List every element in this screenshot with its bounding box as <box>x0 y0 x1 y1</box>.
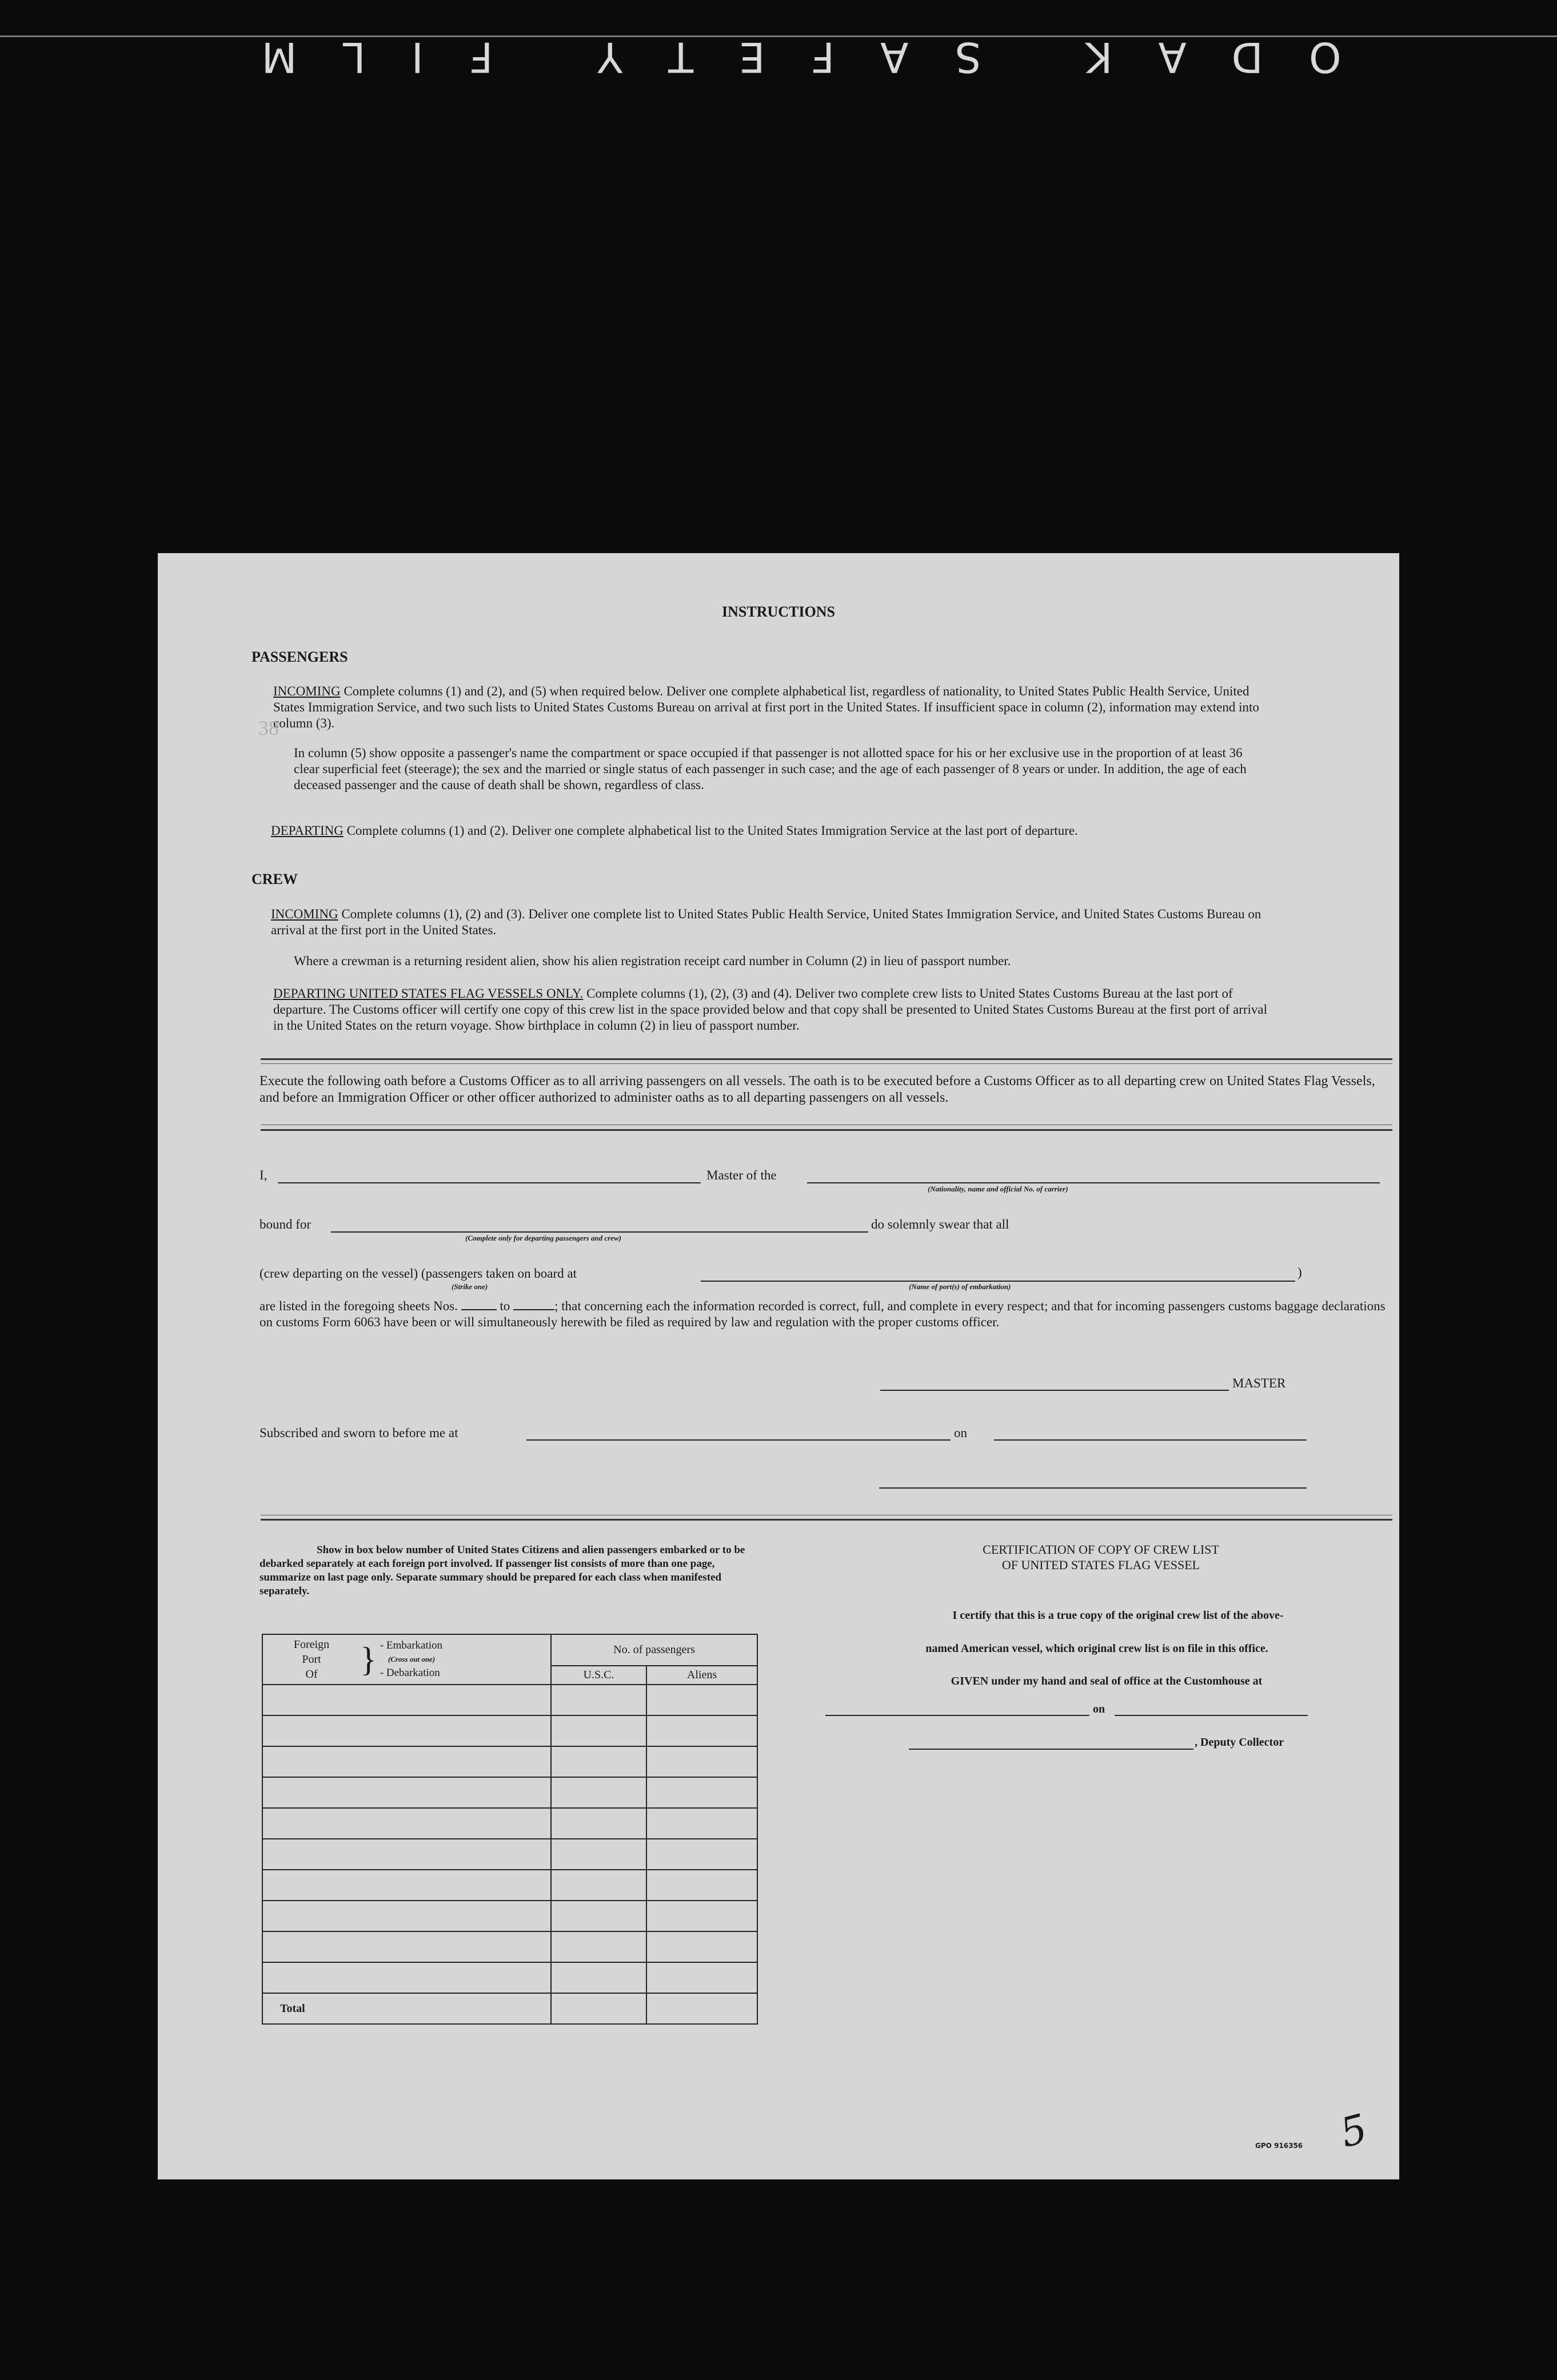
certification-heading-line2: OF UNITED STATES FLAG VESSEL <box>1001 1558 1200 1572</box>
passengers-column-header: No. of passengers <box>551 1634 757 1666</box>
brace-icon: } <box>360 1641 377 1678</box>
usc-cell[interactable] <box>551 1839 646 1870</box>
table-row <box>262 1931 757 1962</box>
sworn-on-label: on <box>954 1426 967 1440</box>
master-label: MASTER <box>1232 1376 1286 1390</box>
aliens-cell[interactable] <box>646 1777 757 1808</box>
destination-field[interactable] <box>331 1231 868 1233</box>
certification-heading <box>878 1542 1324 1573</box>
oath-instructions: Execute the following oath before a Customs Officer as to all arriving passengers on all vessels. The oath is to be executed before a Customs Officer as to all departing crew on United States Flag Vessels, and before an Immigration Officer or other officer authorized to administer oaths as to all departing passengers on all vessels. <box>260 1074 1375 1105</box>
certify-line1: I certify that this is a true copy of the original crew list of the above- <box>952 1609 1284 1622</box>
table-row <box>262 1746 757 1777</box>
passengers-departing-label: DEPARTING <box>271 823 344 838</box>
divider <box>261 1058 1392 1060</box>
passengers-incoming-text: Complete columns (1) and (2), and (5) when required below. Deliver one complete alphabetical list, regardless of nationality, to United States Public Health Service, United States Immigration Service, and two such lists to United States Customs Bureau on arrival at first port in the United States. If insufficient space in column (2), information may extend into column (3). <box>273 684 1259 730</box>
table-total-row <box>262 1993 757 2024</box>
port-cell[interactable] <box>262 1808 551 1839</box>
crew-heading: CREW <box>251 871 298 887</box>
port-cell[interactable] <box>262 1777 551 1808</box>
aliens-cell[interactable] <box>646 1746 757 1777</box>
passengers-departing-text: Complete columns (1) and (2). Deliver one complete alphabetical list to the United States Immigration Service at the last port of departure. <box>346 823 1078 838</box>
passengers-incoming-label: INCOMING <box>273 684 341 698</box>
summary-instructions: Show in box below number of United States Citizens and alien passengers embarked or to be debarked separately at each foreign port involved. If passenger list consists of more than one page, summarize on last page only. Separate summary should be prepared for each class when manifested separately. <box>260 1544 745 1597</box>
film-edge-text: ODAK SAFETY FILM <box>215 33 1342 81</box>
listed-sheets-text: are listed in the foregoing sheets Nos. <box>260 1299 458 1313</box>
document-page <box>158 553 1399 2179</box>
usc-cell[interactable] <box>551 1777 646 1808</box>
deputy-collector-label: , Deputy Collector <box>1195 1736 1284 1749</box>
port-cell[interactable] <box>262 1962 551 1993</box>
usc-cell[interactable] <box>551 1685 646 1715</box>
port-caption: (Name of port(s) of embarkation) <box>909 1282 1011 1291</box>
port-cell[interactable] <box>262 1685 551 1715</box>
table-row <box>262 1808 757 1839</box>
table-header-row <box>262 1634 757 1666</box>
aliens-cell[interactable] <box>646 1808 757 1839</box>
table-row <box>262 1962 757 1993</box>
port-label: Port <box>302 1653 321 1666</box>
table-row <box>262 1715 757 1746</box>
crew-departing-text: Complete columns (1), (2), (3) and (4). Deliver two complete crew lists to United States Customs Bureau at the last port of departure. The Customs officer will certify one copy of this crew list in the space provided below and that copy shall be presented to United States Customs Bureau at the first port of arrival in the United States on the return voyage. Show birthplace in column (2) in lieu of passport number. <box>273 986 1268 1033</box>
table-row <box>262 1870 757 1901</box>
listed-to-label: to <box>500 1299 510 1313</box>
usc-cell[interactable] <box>551 1715 646 1746</box>
foreign-label: Foreign <box>293 1638 330 1651</box>
aliens-cell[interactable] <box>646 1962 757 1993</box>
aliens-cell[interactable] <box>646 1870 757 1901</box>
oath-i-label: I, <box>260 1168 268 1182</box>
gpo-number: GPO 916356 <box>1255 2142 1303 2150</box>
aliens-cell[interactable] <box>646 1931 757 1962</box>
listed-sheets-rest: ; that concerning each the information recorded is correct, full, and complete in every respect; and that for incoming passengers customs baggage declarations on customs Form 6063 have been or will simultaneously herewith be filed as required by law and regulation with the proper customs officer. <box>260 1299 1386 1329</box>
passengers-departing-para <box>271 823 1268 839</box>
sheet-to-field[interactable] <box>513 1299 554 1310</box>
page-title: INSTRUCTIONS <box>722 603 835 620</box>
complete-only-caption: (Complete only for departing passengers and crew) <box>465 1234 621 1242</box>
usc-total-cell[interactable] <box>551 1993 646 2024</box>
port-column-header <box>262 1634 551 1685</box>
port-cell[interactable] <box>262 1870 551 1901</box>
table-row <box>262 1901 757 1931</box>
port-cell[interactable] <box>262 1931 551 1962</box>
close-paren: ) <box>1297 1265 1302 1279</box>
crew-incoming-text: Complete columns (1), (2) and (3). Deliver one complete list to United States Public Health Service, United States Immigration Service, and United States Customs Bureau on arrival at the first port in the United States. <box>271 907 1261 937</box>
port-cell[interactable] <box>262 1746 551 1777</box>
passenger-summary-table <box>262 1634 758 2025</box>
sworn-date-field[interactable] <box>994 1439 1307 1441</box>
swear-label: do solemnly swear that all <box>871 1217 1009 1231</box>
usc-cell[interactable] <box>551 1901 646 1931</box>
crew-incoming-label: INCOMING <box>271 907 338 921</box>
certification-heading-line1: CERTIFICATION OF COPY OF CREW LIST <box>983 1542 1219 1557</box>
carrier-field[interactable] <box>807 1182 1380 1183</box>
deputy-signature-field[interactable] <box>909 1749 1193 1750</box>
aliens-cell[interactable] <box>646 1839 757 1870</box>
certification-on-label: on <box>1093 1703 1105 1715</box>
usc-cell[interactable] <box>551 1808 646 1839</box>
debarkation-label: - Debarkation <box>380 1667 440 1679</box>
master-of-label: Master of the <box>706 1168 777 1182</box>
divider <box>261 1063 1392 1064</box>
total-label: Total <box>262 1993 551 2024</box>
strike-one-caption: (Strike one) <box>452 1282 488 1291</box>
usc-cell[interactable] <box>551 1746 646 1777</box>
crew-resident-para: Where a crewman is a returning resident alien, show his alien registration receipt card number in Column (2) in lieu of passport number. <box>294 954 1011 968</box>
port-cell[interactable] <box>262 1839 551 1870</box>
aliens-cell[interactable] <box>646 1901 757 1931</box>
master-signature-field[interactable] <box>880 1390 1229 1391</box>
officer-signature-field[interactable] <box>879 1487 1307 1489</box>
of-label: Of <box>305 1668 318 1681</box>
certification-date-field[interactable] <box>1115 1715 1308 1716</box>
margin-mark: 38 <box>258 717 279 739</box>
passengers-heading: PASSENGERS <box>251 649 348 665</box>
sworn-place-field[interactable] <box>526 1439 951 1441</box>
passengers-column5-para: In column (5) show opposite a passenger's name the compartment or space occupied if that passenger is not allotted space for his or her exclusive use in the proportion of at least 36 clear superficial feet (steerage); the sex and the married or single status of each passenger in such case; and the age of each passenger of 8 years or under. In addition, the age of each deceased passenger and the cause of death shall be shown, regardless of class. <box>294 746 1247 792</box>
bound-for-label: bound for <box>260 1217 312 1231</box>
crew-incoming-para <box>271 906 1268 938</box>
divider <box>261 1519 1392 1521</box>
port-cell[interactable] <box>262 1901 551 1931</box>
usc-column-header: U.S.C. <box>551 1666 646 1685</box>
passengers-incoming-para <box>273 683 1268 731</box>
crew-departing-para <box>273 986 1268 1034</box>
subscribed-label: Subscribed and sworn to before me at <box>260 1426 458 1440</box>
listed-sheets-para <box>260 1298 1397 1330</box>
sheet-from-field[interactable] <box>461 1299 497 1310</box>
embarkation-port-field[interactable] <box>701 1281 1295 1282</box>
table-row <box>262 1839 757 1870</box>
customhouse-field[interactable] <box>825 1715 1089 1716</box>
table-row <box>262 1777 757 1808</box>
aliens-total-cell[interactable] <box>646 1993 757 2024</box>
divider <box>261 1129 1392 1131</box>
usc-cell[interactable] <box>551 1962 646 1993</box>
nationality-caption: (Nationality, name and official No. of carrier) <box>928 1185 1068 1193</box>
embarkation-label: - Embarkation <box>380 1639 443 1651</box>
table-row <box>262 1685 757 1715</box>
given-line: GIVEN under my hand and seal of office at the Customhouse at <box>951 1675 1263 1687</box>
port-cell[interactable] <box>262 1715 551 1746</box>
master-name-field[interactable] <box>278 1182 701 1183</box>
crew-departing-label: DEPARTING UNITED STATES FLAG VESSELS ONLY. <box>273 986 584 1001</box>
usc-cell[interactable] <box>551 1931 646 1962</box>
cross-out-caption: (Cross out one) <box>388 1655 436 1663</box>
aliens-cell[interactable] <box>646 1685 757 1715</box>
handwritten-mark: 5 <box>1335 2105 1372 2157</box>
usc-cell[interactable] <box>551 1870 646 1901</box>
certify-line2: named American vessel, which original crew list is on file in this office. <box>925 1642 1268 1655</box>
aliens-column-header: Aliens <box>646 1666 757 1685</box>
aliens-cell[interactable] <box>646 1715 757 1746</box>
crew-departing-label-text: (crew departing on the vessel) (passengers taken on board at <box>260 1266 577 1281</box>
foreign-port-label <box>263 1637 360 1682</box>
